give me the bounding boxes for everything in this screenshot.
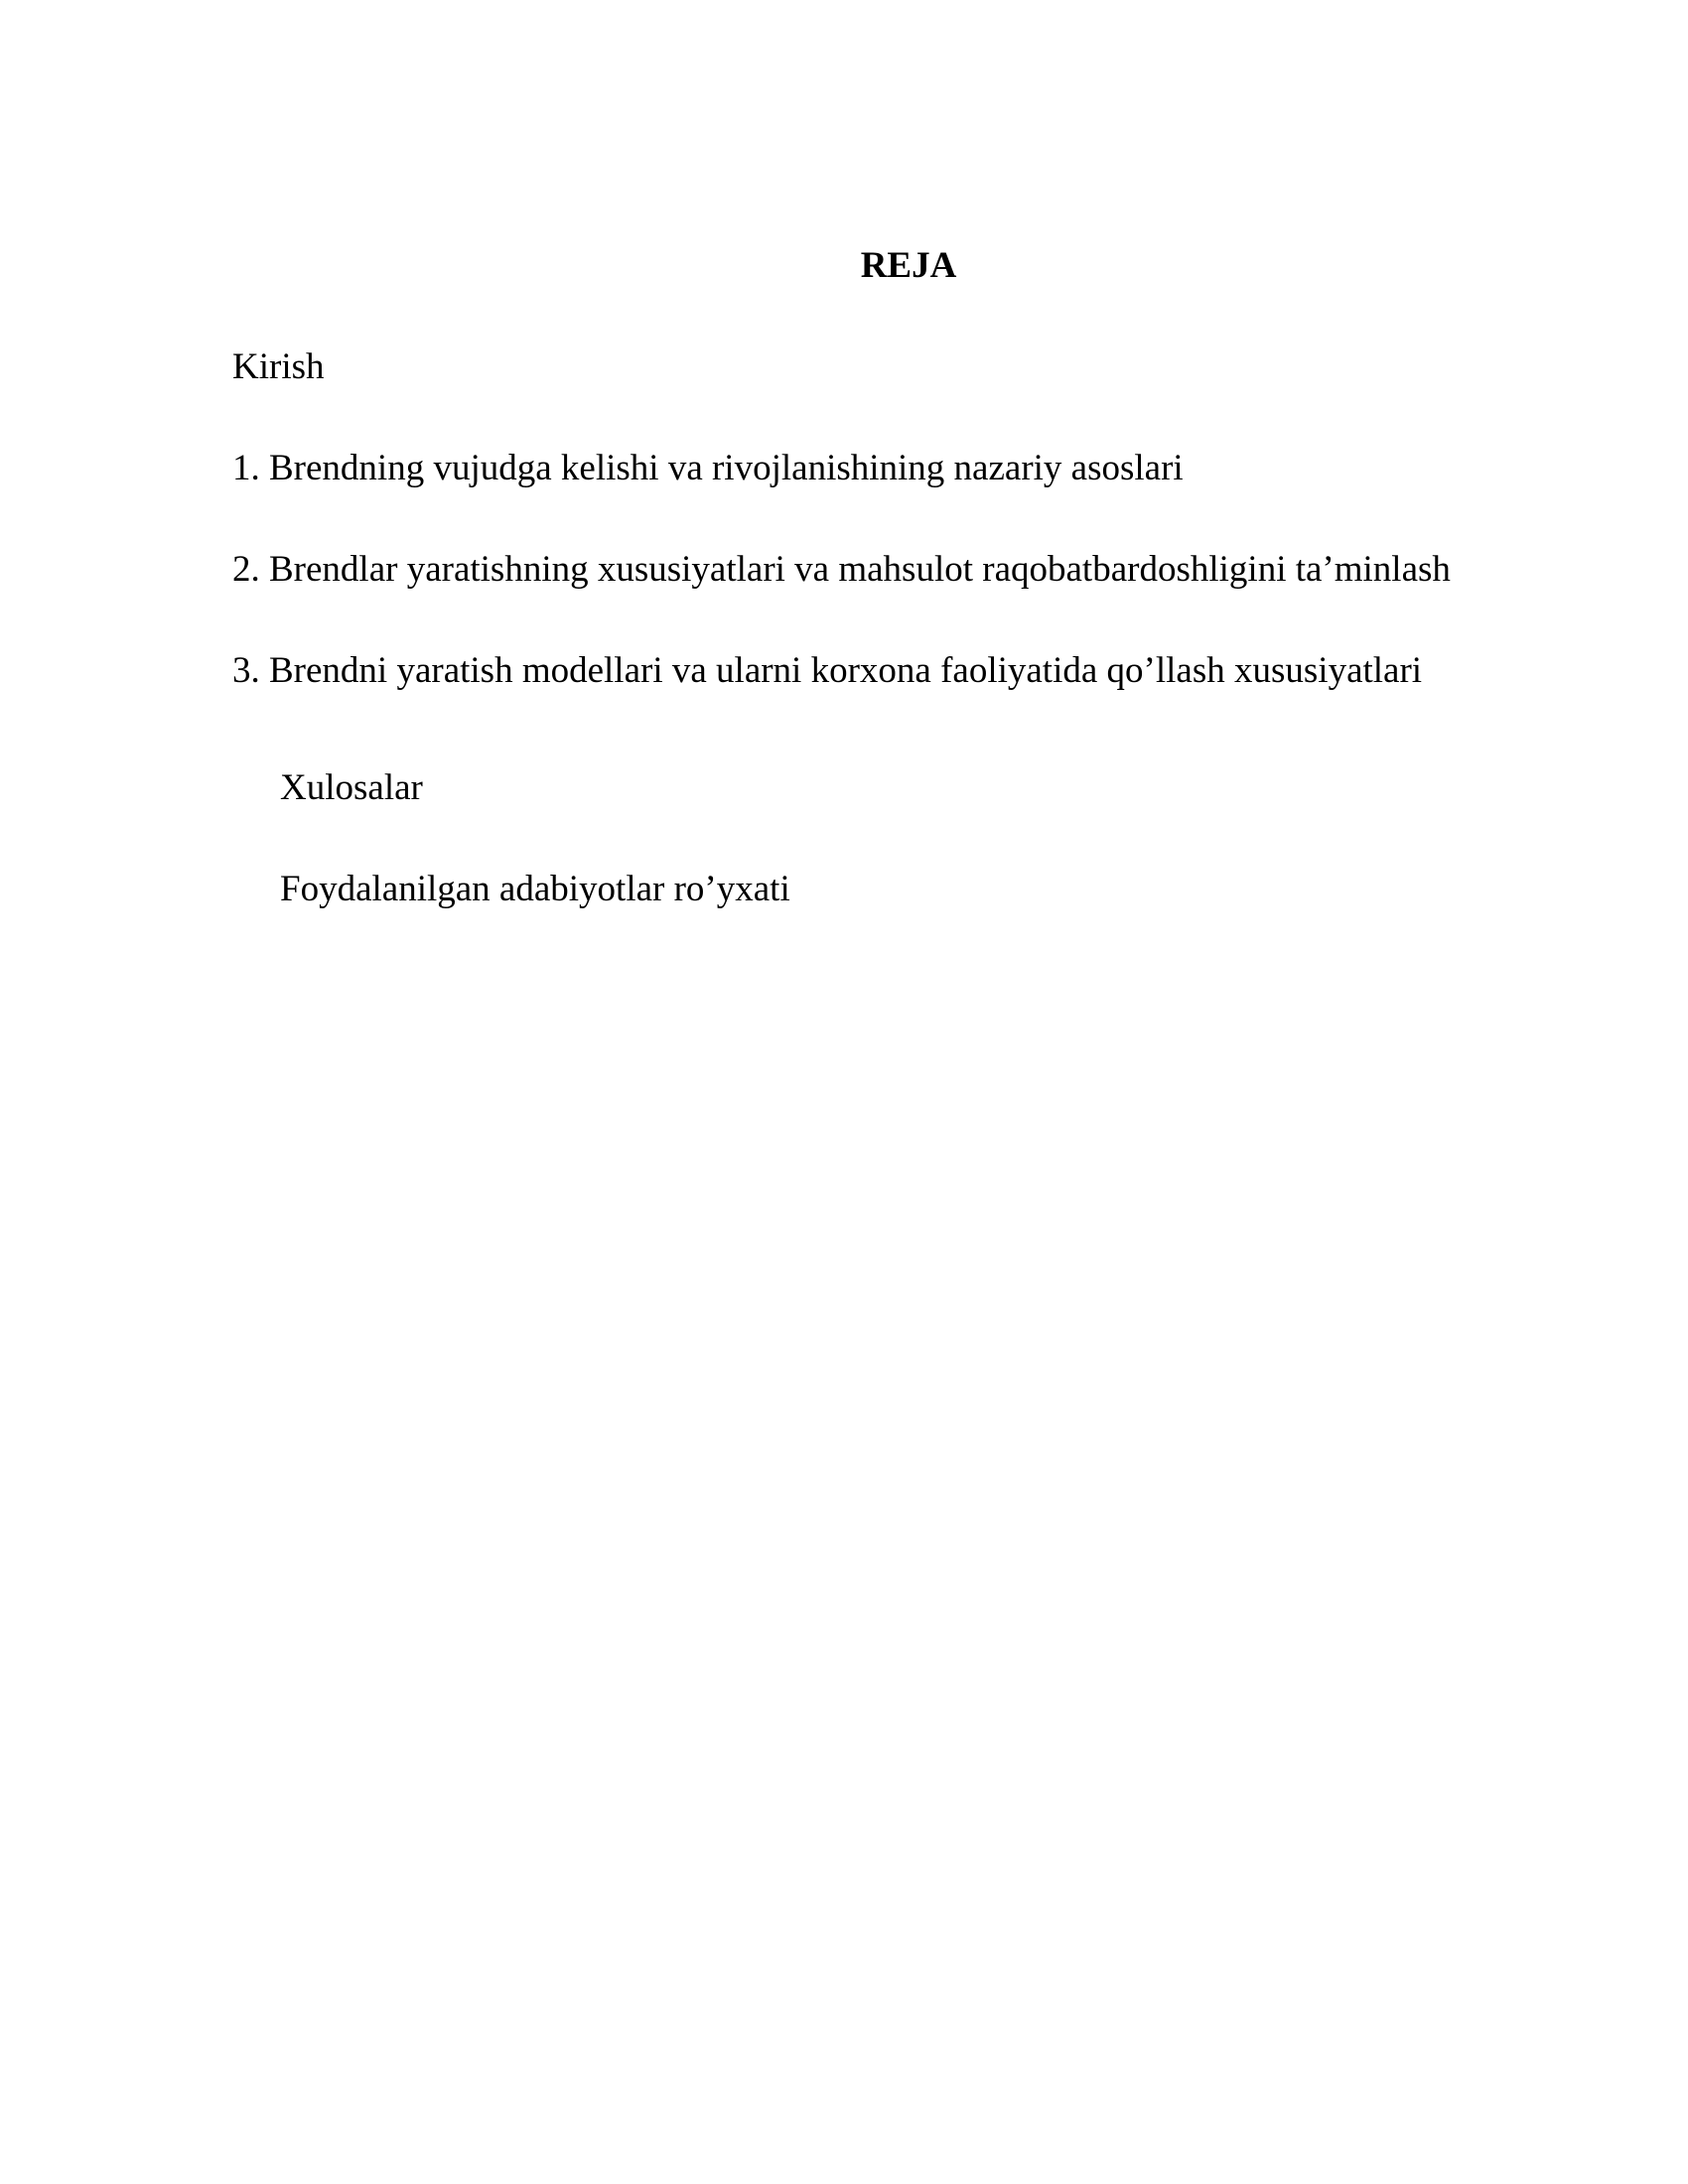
- plan-item-1: 1. Brendning vujudga kelishi va rivojlanishining nazariy asoslari: [232, 448, 1184, 488]
- page-title: REJA: [860, 245, 957, 286]
- plan-item-introduction: Kirish: [232, 346, 325, 387]
- plan-item-references: Foydalanilgan adabiyotlar ro’yxati: [280, 869, 790, 909]
- plan-item-2: 2. Brendlar yaratishning xususiyatlari va mahsulot raqobatbardoshligini ta’minlash: [232, 549, 1451, 590]
- plan-item-conclusions: Xulosalar: [280, 767, 423, 808]
- plan-item-3: 3. Brendni yaratish modellari va ularni korxona faoliyatida qo’llash xususiyatlari: [232, 650, 1423, 691]
